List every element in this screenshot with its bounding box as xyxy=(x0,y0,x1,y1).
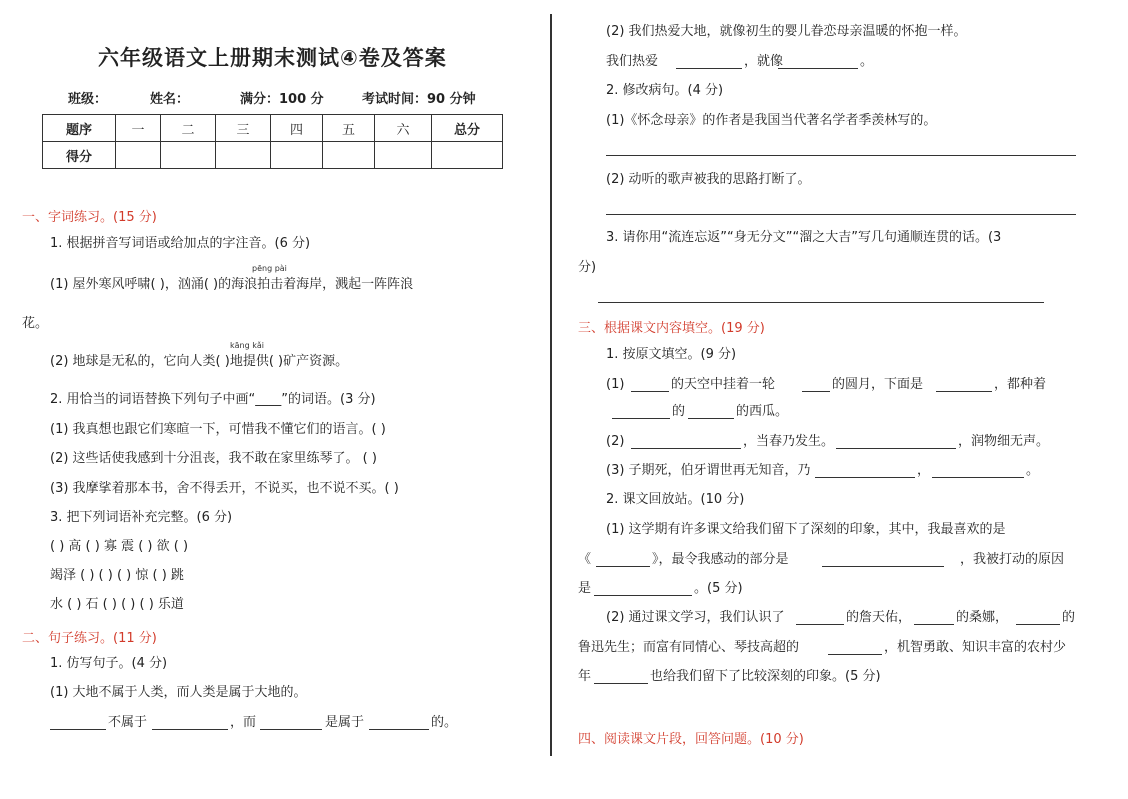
fill-text: 是属于 xyxy=(325,715,365,730)
fill-text: 的西瓜。 xyxy=(736,404,789,419)
score-cell[interactable] xyxy=(323,142,375,169)
fill-text: 《 xyxy=(578,552,592,567)
answer-blank[interactable] xyxy=(778,68,858,69)
score-cell[interactable] xyxy=(271,142,323,169)
question-text: (1) 大地不属于人类，而人类是属于大地的。 xyxy=(50,685,307,700)
fill-text: 也给我们留下了比较深刻的印象。(5 分) xyxy=(650,669,881,684)
score-table xyxy=(42,114,503,169)
column-divider xyxy=(550,14,552,756)
question-text: 1. 仿写句子。(4 分) xyxy=(50,656,168,671)
fill-text: ， xyxy=(917,463,931,478)
fill-text: 的天空中挂着一轮 xyxy=(671,377,776,392)
fill-text: 我们热爱 xyxy=(606,54,659,69)
fill-text: 的 xyxy=(672,404,686,419)
question-text: (1) 屋外寒风呼啸( )，汹涌( )的海浪拍击着海岸，溅起一阵阵浪 xyxy=(50,277,414,292)
info-class: 班级： xyxy=(68,92,108,107)
info-name: 姓名： xyxy=(150,92,190,107)
fill-text: 不属于 xyxy=(108,715,148,730)
page-title: 六年级语文上册期末测试④卷及答案 xyxy=(98,46,447,70)
answer-blank[interactable] xyxy=(369,729,429,730)
pinyin-annotation: pēng pài xyxy=(252,264,287,273)
section-heading: 三、根据课文内容填空。(19 分) xyxy=(578,321,765,336)
answer-blank[interactable] xyxy=(822,566,944,567)
answer-blank[interactable] xyxy=(836,448,956,449)
fill-text: ，当春乃发生。 xyxy=(743,434,835,449)
info-exam-time: 考试时间：90 分钟 xyxy=(362,92,476,107)
answer-blank[interactable] xyxy=(596,566,650,567)
answer-line[interactable] xyxy=(606,214,1076,215)
score-cell[interactable] xyxy=(116,142,161,169)
fill-text: 。 xyxy=(1026,463,1040,478)
answer-blank[interactable] xyxy=(914,624,954,625)
answer-blank[interactable] xyxy=(50,729,106,730)
score-cell[interactable] xyxy=(161,142,216,169)
fill-text: 的。 xyxy=(431,715,458,730)
idiom-row: 水 ( ) 石 ( ) ( ) ( ) 乐道 xyxy=(50,597,184,612)
answer-blank[interactable] xyxy=(688,418,734,419)
score-head-cell: 题序 xyxy=(43,115,116,142)
fill-text: ，都种着 xyxy=(994,377,1047,392)
question-text: 1. 根据拼音写词语或给加点的字注音。(6 分) xyxy=(50,236,311,251)
question-text: (1)《怀念母亲》的作者是我国当代著名学者季羡林写的。 xyxy=(606,113,937,128)
question-text: (2) 这些话使我感到十分沮丧，我不敢在家里练琴了。 ( ) xyxy=(50,451,377,466)
score-head-cell: 五 xyxy=(323,115,375,142)
answer-blank[interactable] xyxy=(631,448,741,449)
answer-blank[interactable] xyxy=(260,729,322,730)
fill-text: 年 xyxy=(578,669,592,684)
idiom-row: ( ) 高 ( ) 寡 震 ( ) 欲 ( ) xyxy=(50,539,189,554)
score-cell[interactable] xyxy=(375,142,432,169)
fill-text: 。(5 分) xyxy=(694,581,743,596)
answer-blank[interactable] xyxy=(815,477,915,478)
question-text: (3) 我摩挲着那本书，舍不得丢开，不说买，也不说不买。( ) xyxy=(50,481,399,496)
question-text: (1) 这学期有许多课文给我们留下了深刻的印象，其中，我最喜欢的是 xyxy=(606,522,1006,537)
fill-text: ，而 xyxy=(230,715,257,730)
answer-blank[interactable] xyxy=(936,391,992,392)
question-text: 2. 修改病句。(4 分) xyxy=(606,83,724,98)
answer-blank[interactable] xyxy=(1016,624,1060,625)
score-row-label: 得分 xyxy=(43,142,116,169)
section-heading: 四、阅读课文片段，回答问题。(10 分) xyxy=(578,732,804,747)
score-head-cell: 总分 xyxy=(432,115,503,142)
score-head-cell: 六 xyxy=(375,115,432,142)
answer-blank[interactable] xyxy=(932,477,1024,478)
fill-text: ，就像 xyxy=(744,54,784,69)
question-text: (1) 我真想也跟它们寒暄一下，可惜我不懂它们的语言。( ) xyxy=(50,422,386,437)
question-text: 3. 请你用“流连忘返”“身无分文”“溜之大吉”写几句通顺连贯的话。(3 xyxy=(606,230,1002,245)
answer-blank[interactable] xyxy=(594,683,648,684)
fill-text: 的詹天佑， xyxy=(846,610,912,625)
section-heading: 一、字词练习。(15 分) xyxy=(22,210,157,225)
info-full-score: 满分：100 分 xyxy=(240,92,324,107)
question-text: (2) 地球是无私的，它向人类( )地提供( )矿产资源。 xyxy=(50,354,349,369)
score-head-cell: 三 xyxy=(216,115,271,142)
question-text: 2. 课文回放站。(10 分) xyxy=(606,492,745,507)
fill-text: 的 xyxy=(1062,610,1076,625)
question-text: 1. 按原文填空。(9 分) xyxy=(606,347,737,362)
score-head-cell: 一 xyxy=(116,115,161,142)
answer-blank[interactable] xyxy=(631,391,669,392)
answer-blank[interactable] xyxy=(594,595,692,596)
question-text: 3. 把下列词语补充完整。(6 分) xyxy=(50,510,233,525)
answer-line[interactable] xyxy=(606,155,1076,156)
question-text: 花。 xyxy=(22,316,49,331)
answer-blank[interactable] xyxy=(152,729,228,730)
question-text: 2. 用恰当的词语替换下列句子中画“____”的词语。(3 分) xyxy=(50,392,376,407)
answer-blank[interactable] xyxy=(612,418,670,419)
fill-text: 的桑娜， xyxy=(956,610,1009,625)
score-cell[interactable] xyxy=(432,142,503,169)
pinyin-annotation: kāng kǎi xyxy=(230,341,264,350)
fill-text: 鲁迅先生；而富有同情心、琴技高超的 xyxy=(578,640,800,655)
answer-blank[interactable] xyxy=(828,654,882,655)
question-text: 分) xyxy=(578,260,597,275)
fill-text: 是 xyxy=(578,581,592,596)
answer-line[interactable] xyxy=(598,302,1044,303)
answer-blank[interactable] xyxy=(676,68,742,69)
fill-text: ，我被打动的原因 xyxy=(960,552,1065,567)
fill-text: (1) xyxy=(606,377,625,392)
score-head-cell: 四 xyxy=(271,115,323,142)
score-cell[interactable] xyxy=(216,142,271,169)
answer-blank[interactable] xyxy=(802,391,830,392)
fill-text: 的圆月，下面是 xyxy=(832,377,924,392)
fill-text: ，机智勇敢、知识丰富的农村少 xyxy=(884,640,1067,655)
fill-text: ，润物细无声。 xyxy=(958,434,1050,449)
fill-text: 》，最令我感动的部分是 xyxy=(652,552,789,567)
score-head-cell: 二 xyxy=(161,115,216,142)
fill-text: (2) 通过课文学习，我们认识了 xyxy=(606,610,785,625)
fill-text: (3) 子期死，伯牙谓世再无知音，乃 xyxy=(606,463,811,478)
fill-text: 。 xyxy=(860,54,874,69)
answer-blank[interactable] xyxy=(796,624,844,625)
section-heading: 二、句子练习。(11 分) xyxy=(22,631,157,646)
idiom-row: 竭泽 ( ) ( ) ( ) 惊 ( ) 跳 xyxy=(50,568,184,583)
question-text: (2) 动听的歌声被我的思路打断了。 xyxy=(606,172,811,187)
question-text: (2) 我们热爱大地，就像初生的婴儿眷恋母亲温暖的怀抱一样。 xyxy=(606,24,967,39)
fill-text: (2) xyxy=(606,434,625,449)
